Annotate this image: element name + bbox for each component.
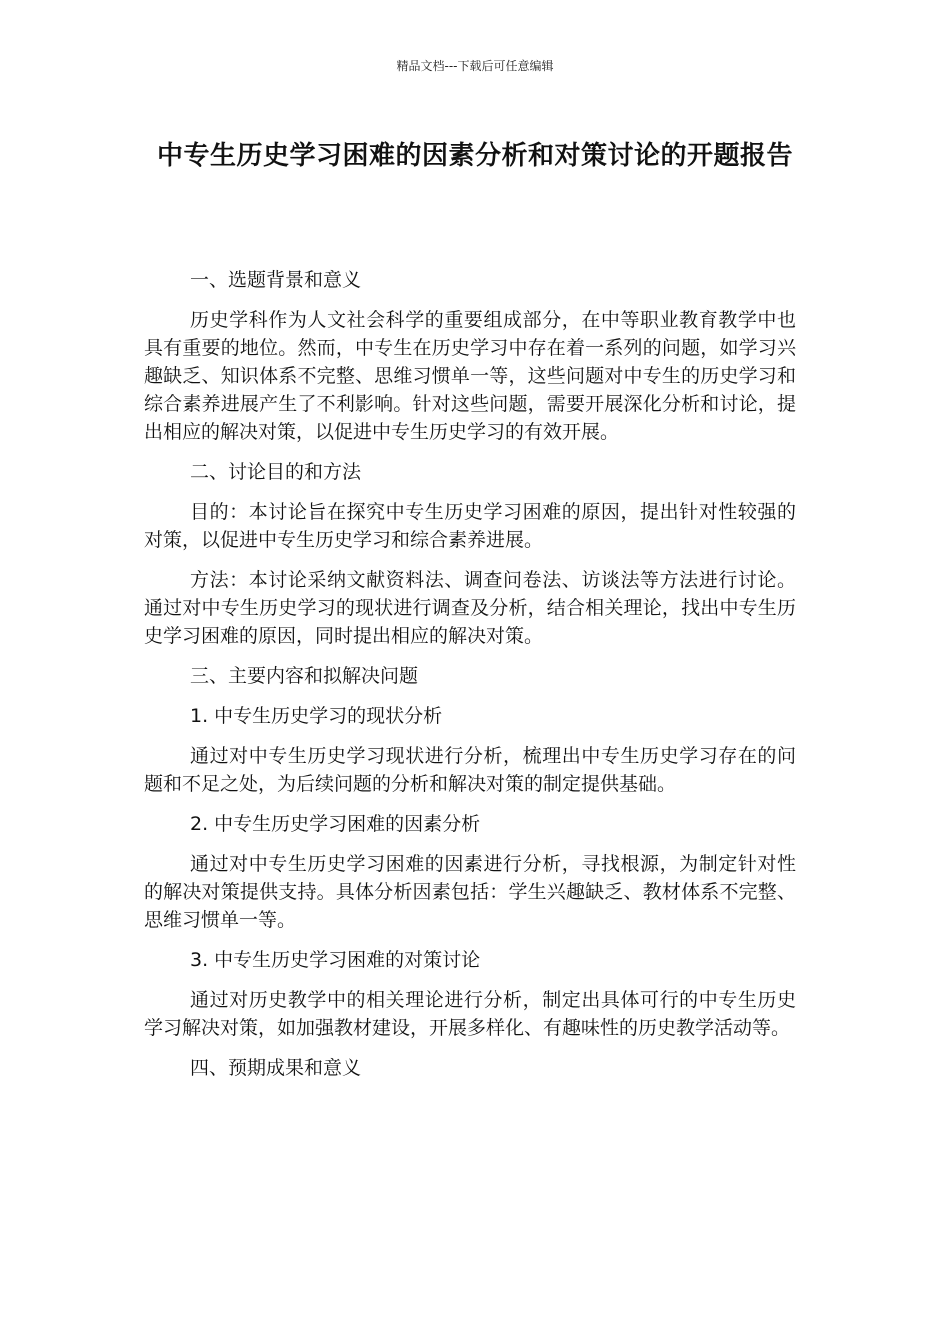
section-heading: 二、讨论目的和方法 [190, 461, 362, 483]
document-title: 中专生历史学习困难的因素分析和对策讨论的开题报告 [156, 141, 793, 171]
paragraph: 历史学科作为人文社会科学的重要组成部分，在中等职业教育教学中也具有重要的地位。然而，中专生在历史学习中存在着一系列的问题，如学习兴趣缺乏、知识体系不完整、思维习惯单一等，这些问题对中专生的历史学习和综合素养进展产生了不利影响。针对这些问题，需要开展深化分析和讨论，提出相应的解决对策，以促进中专生历史学习的有效开展。 [144, 309, 796, 443]
section-heading: 三、主要内容和拟解决问题 [190, 665, 419, 687]
paragraph: 通过对历史教学中的相关理论进行分析，制定出具体可行的中专生历史学习解决对策，如加强教材建设，开展多样化、有趣味性的历史教学活动等。 [144, 989, 796, 1039]
paragraph: 方法：本讨论采纳文献资料法、调查问卷法、访谈法等方法进行讨论。通过对中专生历史学习的现状进行调查及分析，结合相关理论，找出中专生历史学习困难的原因，同时提出相应的解决对策。 [144, 569, 796, 647]
page-header-note: 精品文档---下载后可任意编辑 [396, 59, 554, 73]
paragraph: 目的：本讨论旨在探究中专生历史学习困难的原因，提出针对性较强的对策，以促进中专生历史学习和综合素养进展。 [144, 501, 796, 551]
paragraph: 通过对中专生历史学习现状进行分析，梳理出中专生历史学习存在的问题和不足之处，为后续问题的分析和解决对策的制定提供基础。 [144, 745, 796, 795]
subsection-heading: 1. 中专生历史学习的现状分析 [190, 705, 443, 727]
subsection-heading: 3. 中专生历史学习困难的对策讨论 [190, 949, 481, 971]
section-heading: 四、预期成果和意义 [190, 1057, 362, 1079]
subsection-heading: 2. 中专生历史学习困难的因素分析 [190, 813, 481, 835]
document-body [144, 266, 796, 1094]
paragraph: 通过对中专生历史学习困难的因素进行分析，寻找根源，为制定针对性的解决对策提供支持。具体分析因素包括：学生兴趣缺乏、教材体系不完整、思维习惯单一等。 [144, 853, 796, 931]
section-heading: 一、选题背景和意义 [190, 269, 362, 291]
